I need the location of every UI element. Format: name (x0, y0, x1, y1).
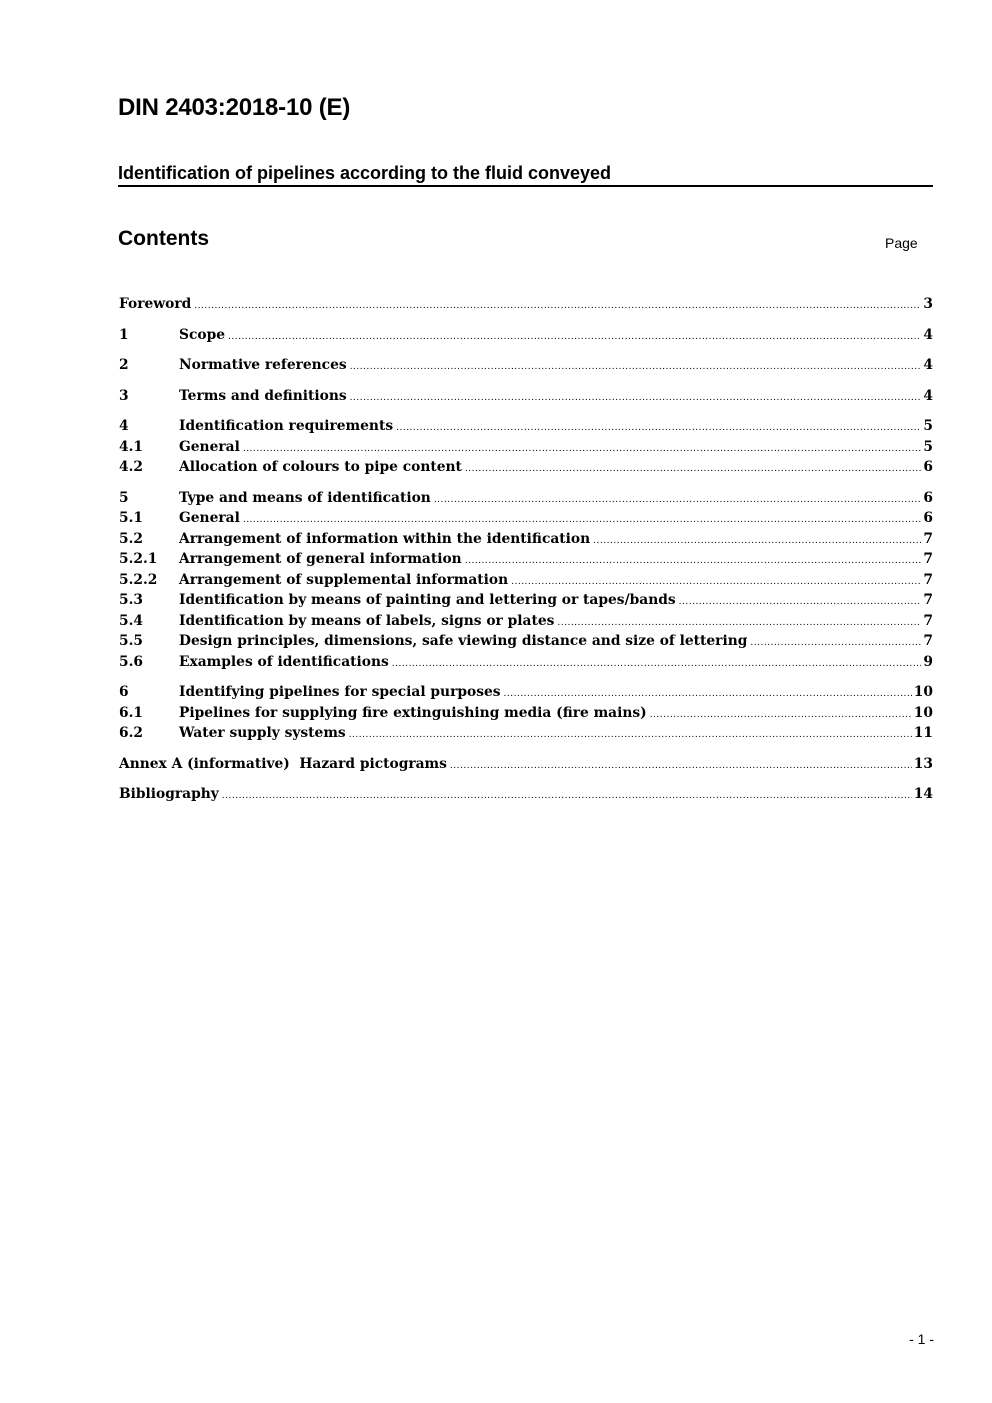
toc-entry-page: 7 (923, 612, 933, 629)
toc-entry-arrangement-supplemental-information[interactable] (119, 570, 933, 591)
toc-entry-title: Examples of identifications (179, 653, 389, 670)
toc-entry-page: 7 (923, 633, 933, 649)
toc-entry-title: Scope (179, 326, 225, 343)
toc-entry-annex-a[interactable] (119, 754, 933, 775)
toc-leader-dots (750, 633, 921, 654)
toc-entry-number: 4.2 (119, 459, 144, 475)
toc-entry-number: 5.6 (119, 653, 144, 670)
toc-entry-number: 5.2.2 (119, 571, 158, 588)
toc-entry-scope[interactable] (119, 325, 933, 346)
toc-entry-number: 3 (119, 387, 129, 404)
toc-entry-page: 5 (923, 438, 933, 455)
toc-entry-page: 10 (913, 704, 933, 721)
toc-entry-page: 5 (923, 418, 933, 434)
toc-entry-labels-signs-plates[interactable] (119, 611, 933, 632)
toc-entry-title: Water supply systems (179, 725, 346, 741)
toc-entry-page: 6 (923, 459, 933, 475)
toc-entry-number: 5.4 (119, 612, 144, 629)
toc-entry-title: Allocation of colours to pipe content (179, 459, 462, 475)
toc-entry-number: 5.5 (119, 633, 144, 649)
toc-entry-number: 4.1 (119, 438, 144, 455)
toc-entry-identification-requirements[interactable] (119, 416, 933, 437)
toc-entry-page: 7 (923, 551, 933, 567)
toc-entry-bibliography[interactable] (119, 784, 933, 805)
toc-entry-normative-references[interactable] (119, 355, 933, 376)
toc-entry-number: 2 (119, 357, 129, 373)
toc-entry-special-purposes[interactable] (119, 682, 933, 703)
page-column-label: Page (885, 235, 918, 251)
document-title: Identification of pipelines according to the fluid conveyed (118, 163, 933, 187)
toc-leader-dots (350, 388, 922, 409)
toc-entry-water-supply-systems[interactable] (119, 723, 933, 744)
toc-leader-dots (511, 572, 921, 593)
toc-entry-title: Pipelines for supplying fire extinguishing media (fire mains) (179, 704, 647, 721)
toc-entry-title: Normative references (179, 357, 347, 373)
toc-entry-4-1-general[interactable] (119, 437, 933, 458)
toc-entry-page: 4 (923, 326, 933, 343)
toc-entry-fire-mains[interactable] (119, 703, 933, 724)
toc-entry-arrangement-general-information[interactable] (119, 549, 933, 570)
toc-leader-dots (434, 490, 922, 511)
toc-entry-title: Foreword (119, 296, 192, 312)
toc-entry-number: 5.2 (119, 530, 144, 547)
toc-leader-dots (450, 756, 912, 777)
toc-entry-page: 7 (923, 530, 933, 547)
toc-leader-dots (650, 705, 912, 726)
toc-entry-number: 5.3 (119, 592, 144, 608)
toc-leader-dots (465, 551, 922, 572)
toc-leader-dots (194, 296, 921, 317)
document-id: DIN 2403:2018-10 (E) (118, 94, 351, 121)
toc-leader-dots (557, 613, 921, 634)
toc-entry-number: 5.2.1 (119, 551, 158, 567)
toc-entry-title: Identification by means of labels, signs or plates (179, 612, 555, 629)
toc-leader-dots (350, 357, 922, 378)
toc-entry-number: 5.1 (119, 510, 144, 526)
toc-entry-page: 7 (923, 571, 933, 588)
toc-leader-dots (679, 592, 922, 613)
toc-entry-number: 6 (119, 684, 129, 700)
contents-heading: Contents (118, 227, 209, 250)
toc-entry-title: Identification requirements (179, 418, 394, 434)
toc-entry-title: Annex A (informative) Hazard pictograms (119, 755, 447, 772)
toc-entry-number: 5 (119, 489, 129, 506)
toc-entry-page: 4 (923, 357, 933, 373)
toc-entry-page: 11 (913, 725, 933, 741)
toc-entry-5-1-general[interactable] (119, 508, 933, 529)
toc-entry-number: 6.2 (119, 725, 144, 741)
toc-leader-dots (228, 327, 921, 348)
toc-leader-dots (396, 418, 921, 439)
toc-entry-page: 6 (923, 510, 933, 526)
toc-entry-allocation-of-colours[interactable] (119, 457, 933, 478)
toc-entry-arrangement-within-identification[interactable] (119, 529, 933, 550)
toc-leader-dots (349, 725, 912, 746)
toc-entry-foreword[interactable] (119, 294, 933, 315)
toc-leader-dots (243, 510, 922, 531)
toc-entry-type-and-means[interactable] (119, 488, 933, 509)
toc-entry-page: 10 (913, 684, 933, 700)
toc-leader-dots (222, 786, 912, 807)
toc-entry-page: 6 (923, 489, 933, 506)
toc-leader-dots (392, 654, 922, 675)
toc-entry-page: 7 (923, 592, 933, 608)
toc-entry-title: General (179, 438, 240, 455)
toc-entry-design-principles[interactable] (119, 631, 933, 652)
toc-entry-title: Terms and definitions (179, 387, 347, 404)
toc-entry-page: 13 (913, 755, 933, 772)
toc-entry-title: Identification by means of painting and lettering or tapes/bands (179, 592, 676, 608)
toc-entry-title: Bibliography (119, 786, 219, 802)
toc-entry-title: Arrangement of supplemental information (179, 571, 509, 588)
toc-entry-page: 9 (923, 653, 933, 670)
toc-entry-number: 1 (119, 326, 129, 343)
toc-leader-dots (243, 439, 922, 460)
toc-entry-terms-and-definitions[interactable] (119, 386, 933, 407)
toc-entry-title: Identifying pipelines for special purposes (179, 684, 501, 700)
toc-entry-painting-and-lettering[interactable] (119, 590, 933, 611)
toc-entry-title: Arrangement of information within the identification (179, 530, 591, 547)
toc-entry-title: General (179, 510, 240, 526)
toc-entry-page: 4 (923, 387, 933, 404)
toc-entry-page: 3 (923, 296, 933, 312)
toc-entry-number: 4 (119, 418, 129, 434)
toc-entry-examples-of-identifications[interactable] (119, 652, 933, 673)
toc-leader-dots (504, 684, 912, 705)
page-number: - 1 - (909, 1331, 934, 1347)
toc-entry-title: Design principles, dimensions, safe viewing distance and size of lettering (179, 633, 748, 649)
table-of-contents (119, 294, 933, 805)
toc-leader-dots (465, 459, 921, 480)
toc-entry-title: Arrangement of general information (179, 551, 462, 567)
toc-entry-title: Type and means of identification (179, 489, 431, 506)
toc-entry-number: 6.1 (119, 704, 144, 721)
toc-leader-dots (593, 531, 921, 552)
toc-entry-page: 14 (913, 786, 933, 802)
